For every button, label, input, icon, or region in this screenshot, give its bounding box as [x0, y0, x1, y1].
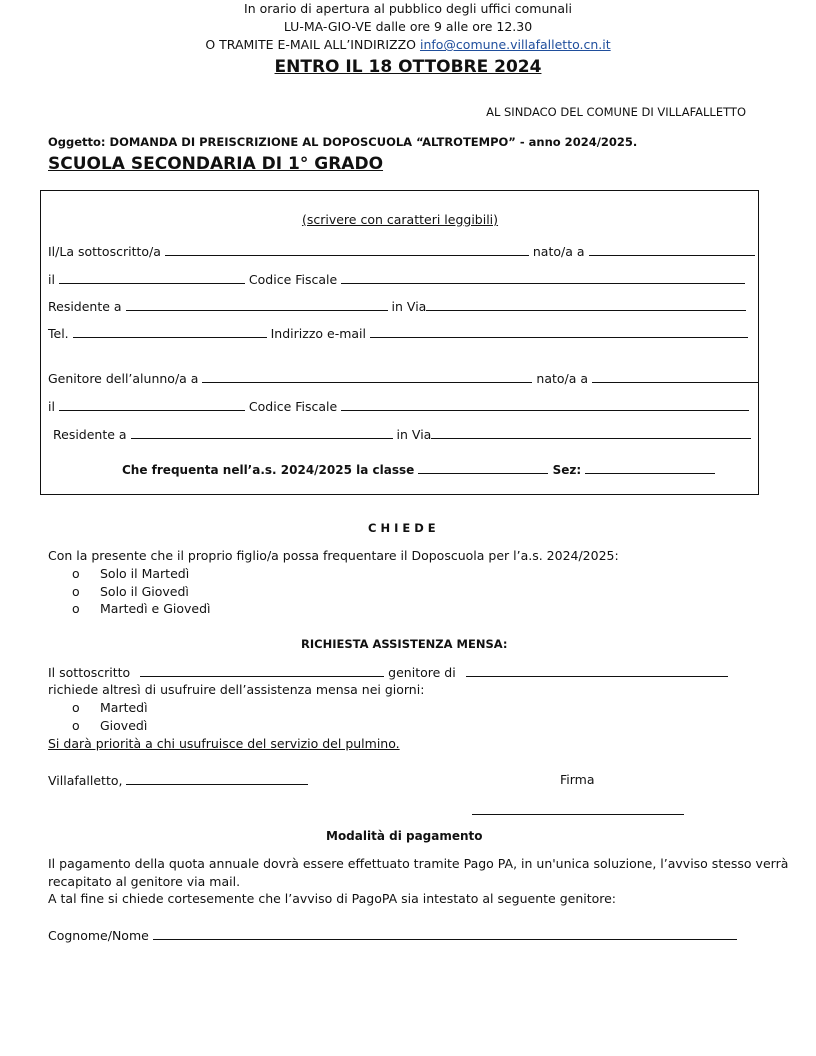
email-label: Indirizzo e-mail	[270, 326, 366, 341]
bullet-icon: o	[72, 584, 80, 599]
signature-field[interactable]	[472, 802, 684, 815]
signature-label: Firma	[560, 772, 595, 787]
legible-note: (scrivere con caratteri leggibili)	[301, 212, 499, 227]
parent-residence-field[interactable]	[131, 426, 393, 439]
canteen-option-thursday	[48, 718, 147, 733]
payment-line-3: A tal fine si chiede cortesemente che l’avviso di PagoPA sia intestato al seguente genitore:	[48, 891, 617, 906]
parent-birthdate-field[interactable]	[59, 398, 245, 411]
canteen-option-label: Giovedì	[100, 718, 148, 733]
parent-birthdate-label: il	[48, 399, 55, 414]
option-thursday	[48, 584, 189, 599]
street-label: in Via	[391, 299, 427, 314]
undersigned-field[interactable]	[165, 243, 529, 256]
parent-born-field[interactable]	[592, 370, 758, 383]
canteen-parent-label: genitore di	[388, 665, 456, 680]
parent-fiscal-code-label: Codice Fiscale	[248, 399, 338, 414]
contact-row	[48, 325, 748, 341]
canteen-undersigned-label: Il sottoscritto	[48, 665, 131, 680]
parent-label: Genitore dell’alunno/a a	[48, 371, 199, 386]
tel-label: Tel.	[48, 326, 69, 341]
request-intro: Con la presente che il proprio figlio/a possa frequentare il Doposcuola per l’a.s. 2024/2025:	[48, 548, 619, 563]
canteen-option-tuesday	[48, 700, 148, 715]
residence-label: Residente a	[48, 299, 122, 314]
section-label: Sez:	[552, 463, 582, 477]
email-line	[0, 37, 816, 52]
office-hours-line: In orario di apertura al pubblico degli uffici comunali	[244, 1, 572, 16]
undersigned-label: Il/La sottoscritto/a	[48, 244, 161, 259]
place-date-row	[48, 772, 308, 788]
payer-name-field[interactable]	[153, 927, 737, 940]
subject-line: Oggetto: DOMANDA DI PREISCRIZIONE AL DOPOSCUOLA “ALTROTEMPO” - anno 2024/2025.	[48, 135, 638, 149]
class-label: Che frequenta nell’a.s. 2024/2025 la classe	[122, 463, 415, 477]
date-field[interactable]	[126, 772, 308, 785]
birthdate-label: il	[48, 272, 55, 287]
bullet-icon: o	[72, 700, 80, 715]
street-field[interactable]	[426, 298, 746, 311]
payer-name-label: Cognome/Nome	[48, 928, 149, 943]
parent-street-label: in Via	[396, 427, 432, 442]
payment-line-2: recapitato al genitore via mail.	[48, 874, 241, 889]
request-heading: C H I E D E	[368, 521, 436, 535]
option-label: Solo il Giovedì	[100, 584, 189, 599]
option-tuesday	[48, 566, 189, 581]
bullet-icon: o	[72, 566, 80, 581]
parent-birthplace-field[interactable]	[202, 370, 532, 383]
born-label: nato/a a	[532, 244, 585, 259]
school-title: SCUOLA SECONDARIA DI 1° GRADO	[48, 154, 384, 174]
canteen-request-row	[48, 664, 728, 680]
personal-data-box	[40, 190, 759, 495]
birthdate-row	[48, 271, 745, 287]
parent-street-field[interactable]	[431, 426, 751, 439]
bullet-icon: o	[72, 601, 80, 616]
parent-row	[48, 370, 758, 386]
payment-heading: Modalità di pagamento	[326, 829, 483, 843]
option-label: Martedì e Giovedì	[100, 601, 211, 616]
parent-residence-label: Residente a	[53, 427, 127, 442]
place-label: Villafalletto,	[48, 773, 123, 788]
canteen-heading: RICHIESTA ASSISTENZA MENSA:	[301, 637, 508, 651]
canteen-child-field[interactable]	[466, 664, 728, 677]
birthdate-field[interactable]	[59, 271, 245, 284]
office-days-line: LU-MA-GIO-VE dalle ore 9 alle ore 12.30	[283, 19, 533, 34]
fiscal-code-field[interactable]	[341, 271, 745, 284]
payment-line-1: Il pagamento della quota annuale dovrà essere effettuato tramite Pago PA, in un'unica soluzione, l’avviso stesso verrà	[48, 856, 789, 871]
bullet-icon: o	[72, 718, 80, 733]
email-link[interactable]: info@comune.villafalletto.cn.it	[419, 37, 611, 52]
email-prefix: O TRAMITE E-MAIL ALL’INDIRIZZO	[205, 37, 416, 52]
parent-residence-row	[53, 426, 751, 442]
canteen-days-line: richiede altresì di usufruire dell’assistenza mensa nei giorni:	[48, 682, 425, 697]
deadline-title: ENTRO IL 18 OTTOBRE 2024	[274, 57, 542, 77]
section-field[interactable]	[585, 461, 715, 474]
option-label: Solo il Martedì	[100, 566, 190, 581]
tel-field[interactable]	[73, 325, 267, 338]
birthplace-field[interactable]	[589, 243, 755, 256]
fiscal-code-label: Codice Fiscale	[248, 272, 338, 287]
addressee: AL SINDACO DEL COMUNE DI VILLAFALLETTO	[486, 105, 746, 119]
undersigned-row	[48, 243, 755, 259]
option-both	[48, 601, 211, 616]
priority-note: Si darà priorità a chi usufruisce del servizio del pulmino.	[48, 736, 400, 751]
payer-name-row	[48, 927, 737, 943]
canteen-option-label: Martedì	[100, 700, 148, 715]
canteen-undersigned-field[interactable]	[140, 664, 384, 677]
class-field[interactable]	[418, 461, 548, 474]
residence-field[interactable]	[126, 298, 388, 311]
parent-born-label: nato/a a	[536, 371, 589, 386]
parent-fiscal-code-field[interactable]	[341, 398, 749, 411]
class-row	[122, 461, 715, 477]
email-field[interactable]	[370, 325, 748, 338]
residence-row	[48, 298, 746, 314]
parent-birthdate-row	[48, 398, 749, 414]
